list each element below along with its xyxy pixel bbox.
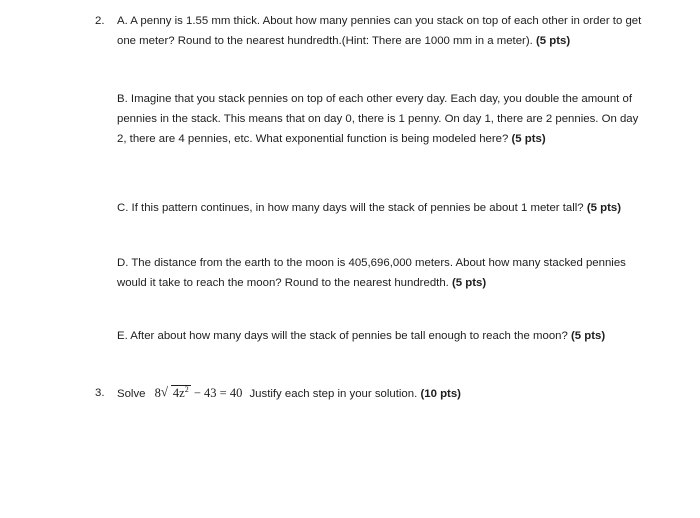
question-2d-points: (5 pts) <box>452 277 487 289</box>
question-3 <box>117 383 677 404</box>
question-2b-text: B. Imagine that you stack pennies on top of each other every day. Each day, you double the amount of pennies in the stack. This means that on day 0, there is 1 penny. On day 1, there are 2 pennies. On day 2, there are 4 pennies, etc. What exponential function is being modeled here? <box>117 93 639 145</box>
equation-coefficient: 8 <box>154 386 161 400</box>
question-2d <box>117 253 647 293</box>
question-2a-points: (5 pts) <box>535 35 571 47</box>
question-2c-text: C. If this pattern continues, in how many days will the stack of pennies be about 1 meter tall? <box>117 202 584 214</box>
equation-radicand: 4z <box>172 386 185 400</box>
question-2b <box>117 89 647 149</box>
question-2c-points: (5 pts) <box>586 202 621 214</box>
radical-sign: √ <box>160 384 169 399</box>
question-3-number: 3. <box>95 387 105 399</box>
equation-radical <box>161 383 191 403</box>
equation-exponent: 2 <box>184 384 189 394</box>
question-2b-points: (5 pts) <box>511 133 546 145</box>
equation-rest: − 43 = 40 <box>193 386 243 400</box>
question-2e-text: E. After about how many days will the stack of pennies be tall enough to reach the moon? <box>117 330 568 342</box>
question-2a-text: A. A penny is 1.55 mm thick. About how many pennies can you stack on top of each other in order to get one meter? Round to the nearest hundredth.(Hint: There are 1000 mm in a meter). <box>117 15 642 47</box>
question-2a <box>117 11 647 51</box>
question-2e-points: (5 pts) <box>571 330 606 342</box>
question-3-text: Justify each step in your solution. <box>249 388 418 400</box>
question-3-points: (10 pts) <box>420 388 461 400</box>
question-2c <box>117 198 647 218</box>
question-2e <box>117 326 647 346</box>
question-3-lead: Solve <box>117 388 146 400</box>
question-3-equation <box>155 386 246 400</box>
question-2d-text: D. The distance from the earth to the moon is 405,696,000 meters. About how many stacked pennies would it take to reach the moon? Round to the nearest hundredth. <box>117 257 626 289</box>
question-2-number: 2. <box>95 15 105 27</box>
